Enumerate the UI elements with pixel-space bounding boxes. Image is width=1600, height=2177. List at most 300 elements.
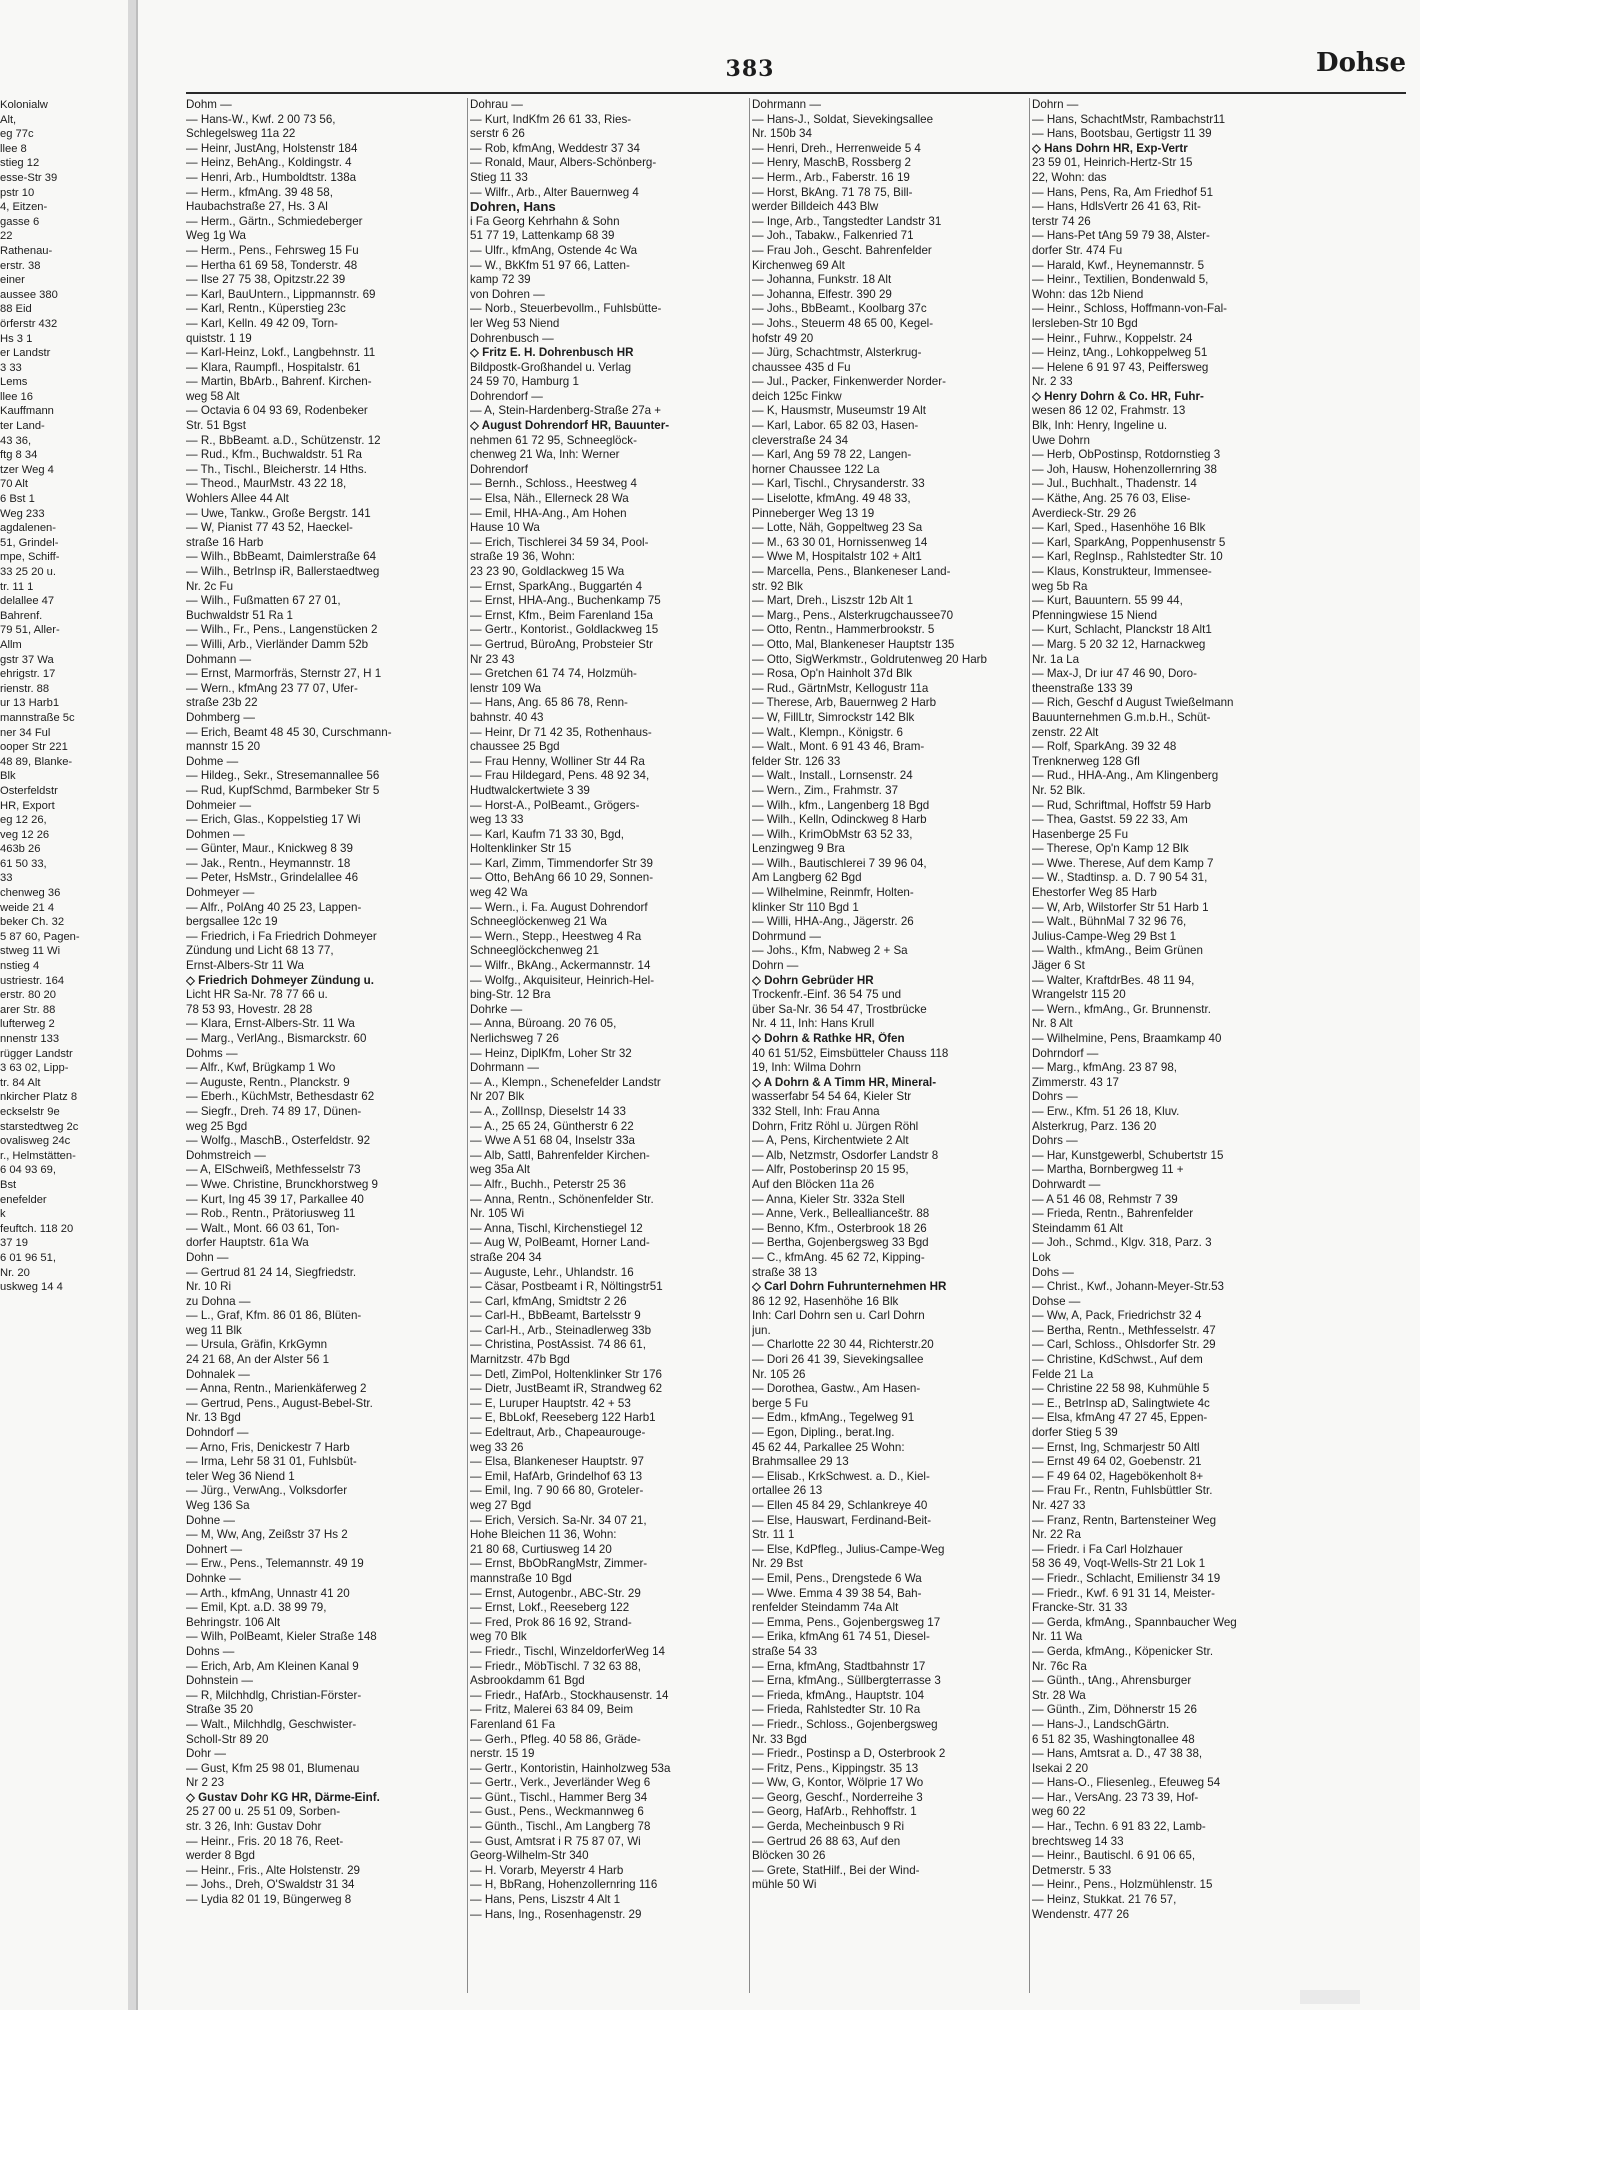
- directory-entry: Nr. 52 Blk.: [1032, 783, 1086, 797]
- directory-entry: — Elsa, Näh., Ellerneck 28 Wa: [470, 492, 629, 506]
- surname-heading: Dohrs —: [1032, 1090, 1078, 1104]
- directory-entry: Inh: Carl Dohrn sen u. Carl Dohrn: [752, 1309, 925, 1323]
- column-divider: [467, 98, 468, 1993]
- directory-entry: enefelder: [0, 1193, 47, 1206]
- directory-entry: horner Chaussee 122 La: [752, 462, 880, 476]
- directory-entry: Hudtwalckertwiete 3 39: [470, 783, 590, 797]
- directory-entry: 51 77 19, Lattenkamp 68 39: [470, 229, 615, 243]
- directory-entry: — Emil, Ing. 7 90 66 80, Groteler-: [470, 1484, 644, 1498]
- directory-entry: Hohe Bleichen 11 36, Wohn:: [470, 1528, 617, 1542]
- directory-entry: — Therese, Arb, Bauernweg 2 Harb: [752, 696, 937, 710]
- directory-entry: nstieg 4: [0, 960, 40, 973]
- directory-entry: 33: [0, 872, 13, 885]
- directory-entry: — Elisab., KrkSchwest. a. D., Kiel-: [752, 1469, 930, 1483]
- directory-entry: nerstr. 15 19: [470, 1747, 535, 1761]
- directory-entry: — Thea, Gastst. 59 22 33, Am: [1032, 813, 1188, 827]
- directory-entry: — A, Pens, Kirchentwiete 2 Alt: [752, 1134, 909, 1148]
- directory-entry: — Ernst, Autogenbr., ABC-Str. 29: [470, 1586, 641, 1600]
- directory-entry: — Alb, Sattl, Bahrenfelder Kirchen-: [470, 1148, 650, 1162]
- directory-entry: ortallee 26 13: [752, 1484, 823, 1498]
- directory-entry: — Marg., Pens., Alsterkrugchaussee70: [752, 608, 954, 622]
- directory-entry: str. 3 26, Inh: Gustav Dohr: [186, 1820, 322, 1834]
- column-left-page-edge: [0, 98, 124, 1993]
- directory-entry: — Karl, SparkAng, Poppenhusenstr 5: [1032, 535, 1226, 549]
- directory-entry: Nr 207 Blk: [470, 1090, 525, 1104]
- directory-entry: Nr 2 23: [186, 1776, 225, 1790]
- directory-entry: — Friedr., Schlacht, Emilienstr 34 19: [1032, 1571, 1221, 1585]
- directory-entry: — Wern., kfmAng 23 77 07, Ufer-: [186, 681, 358, 695]
- directory-entry: — Heinr., Schloss, Hoffmann-von-Fal-: [1032, 302, 1228, 316]
- directory-entry: — Alfr., PolAng 40 25 23, Lappen-: [186, 900, 362, 914]
- directory-entry: Nr. 105 Wi: [470, 1207, 525, 1221]
- directory-entry: — Wilh., kfm., Langenberg 18 Bgd: [752, 798, 930, 812]
- directory-entry: Weg 1g Wa: [186, 229, 246, 243]
- directory-entry: — Joh., Tabakw., Falkenried 71: [752, 229, 914, 243]
- directory-entry: — Edm., kfmAng., Tegelweg 91: [752, 1411, 915, 1425]
- directory-entry: agdalenen-: [0, 522, 56, 535]
- directory-entry: — Erich, Beamt 48 45 30, Curschmann-: [186, 725, 392, 739]
- directory-entry: — Gust, Kfm 25 98 01, Blumenau: [186, 1761, 360, 1775]
- directory-entry: — Günth., tAng., Ahrensburger: [1032, 1674, 1192, 1688]
- directory-entry: — Wern., i. Fa. August Dohrendorf: [470, 900, 648, 914]
- firm-entry: ◇ Henry Dohrn & Co. HR, Fuhr-: [1032, 389, 1204, 403]
- directory-entry: — Anna, Kieler Str. 332a Stell: [752, 1192, 905, 1206]
- directory-entry: — Karl, Rentn., Küperstieg 23c: [186, 302, 346, 316]
- directory-entry: — Walt., Install., Lornsenstr. 24: [752, 769, 913, 783]
- directory-entry: werder Billdeich 443 Blw: [752, 200, 879, 214]
- directory-entry: — Franz, Rentn, Bartensteiner Weg: [1032, 1513, 1217, 1527]
- surname-heading: Dohne —: [186, 1513, 235, 1527]
- directory-entry: Holtenklinker Str 15: [470, 842, 572, 856]
- directory-entry: Nr. 4 11, Inh: Hans Krull: [752, 1017, 875, 1031]
- directory-entry: weg 60 22: [1032, 1805, 1086, 1819]
- directory-entry: 3 33: [0, 361, 22, 374]
- surname-heading: von Dohren —: [470, 287, 545, 301]
- directory-entry: — Johs., BbBeamt., Koolbarg 37c: [752, 302, 927, 316]
- directory-entry: — Detl, ZimPol, Holtenklinker Str 176: [470, 1367, 663, 1381]
- directory-entry: Alsterkrug, Parz. 136 20: [1032, 1119, 1157, 1133]
- directory-entry: lufterweg 2: [0, 1018, 55, 1031]
- directory-entry: Str. 28 Wa: [1032, 1688, 1086, 1702]
- directory-entry: — Karl, Ang 59 78 22, Langen-: [752, 448, 912, 462]
- directory-entry: beker Ch. 32: [0, 916, 65, 929]
- surname-heading: Dohme —: [186, 754, 239, 768]
- bold-surname-heading: Dohren, Hans: [470, 200, 556, 215]
- directory-entry: Nr. 427 33: [1032, 1499, 1086, 1512]
- directory-entry: — Uwe, Tankw., Große Bergstr. 141: [186, 506, 371, 520]
- directory-entry: Pfenningwiese 15 Niend: [1032, 608, 1158, 622]
- directory-entry: — Gerh., Pfleg. 40 58 86, Gräde-: [470, 1732, 641, 1746]
- directory-entry: 23 59 01, Heinrich-Hertz-Str 15: [1032, 156, 1193, 170]
- directory-entry: — Norb., Steuerbevollm., Fuhlsbütte-: [470, 302, 662, 316]
- directory-entry: straße 19 36, Wohn:: [470, 550, 575, 564]
- directory-entry: — Friedr., Schloss., Gojenbergsweg: [752, 1717, 938, 1731]
- directory-entry: weg 58 Alt: [186, 389, 240, 403]
- directory-entry: — M., 63 30 01, Hornissenweg 14: [752, 535, 928, 549]
- directory-entry: — Erich, Versich. Sa-Nr. 34 07 21,: [470, 1513, 647, 1527]
- surname-heading: Dohs —: [1032, 1265, 1074, 1279]
- directory-entry: eg 77c: [0, 128, 34, 141]
- header-rule: [186, 92, 1406, 94]
- directory-entry: — Erika, kfmAng 61 74 51, Diesel-: [752, 1630, 930, 1644]
- column-4: [1032, 98, 1314, 1993]
- surname-heading: Dohmen —: [186, 827, 245, 841]
- directory-entry: erstr. 38: [0, 259, 41, 272]
- directory-entry: Nr. 20: [0, 1266, 30, 1279]
- directory-entry: — Marcella, Pens., Blankeneser Land-: [752, 565, 951, 578]
- directory-entry: — Gertrud 81 24 14, Siegfriedstr.: [186, 1265, 357, 1279]
- directory-entry: hofstr 49 20: [752, 331, 814, 345]
- directory-entry: — Emil, HHA-Ang., Am Hohen: [470, 506, 627, 520]
- directory-entry: — Fred, Prok 86 16 92, Strand-: [470, 1615, 632, 1629]
- scan-margin-bottom: [0, 2010, 1420, 2177]
- directory-entry: — Har., VersAng. 23 73 39, Hof-: [1032, 1790, 1199, 1804]
- firm-entry: ◇ Gustav Dohr KG HR, Därme-Einf.: [186, 1790, 380, 1804]
- directory-entry: — Gust., Pens., Weckmannweg 6: [470, 1805, 644, 1819]
- directory-entry: — Heinr., Textilien, Bondenwald 5,: [1032, 273, 1209, 287]
- directory-entry: arer Str. 88: [0, 1003, 56, 1016]
- directory-entry: — Bertha, Rentn., Methfesselstr. 47: [1032, 1323, 1216, 1337]
- directory-entry: Farenland 61 Fa: [470, 1717, 556, 1731]
- directory-entry: Wendenstr. 477 26: [1032, 1907, 1130, 1921]
- directory-entry: zenstr. 22 Alt: [1032, 725, 1099, 739]
- directory-entry: weg 13 33: [470, 813, 524, 827]
- directory-entry: — Gerda, kfmAng., Spannbaucher Weg: [1032, 1615, 1237, 1629]
- directory-entry: Felde 21 La: [1032, 1367, 1094, 1381]
- directory-entry: 40 61 51/52, Eimsbütteler Chauss 118: [752, 1046, 949, 1060]
- directory-entry: — Erich, Tischlerei 34 59 34, Pool-: [470, 535, 649, 549]
- directory-entry: — Hans, Amtsrat a. D., 47 38 38,: [1032, 1747, 1203, 1761]
- directory-entry: — Rob, kfmAng, Weddestr 37 34: [470, 141, 640, 155]
- directory-entry: — Frau Hildegard, Pens. 48 92 34,: [470, 769, 650, 783]
- directory-entry: — E., BetrInsp aD, Salingtwiete 4c: [1032, 1396, 1210, 1410]
- directory-entry: — Hans-J., LandschGärtn.: [1032, 1717, 1170, 1731]
- directory-entry: tr. 84 Alt: [0, 1076, 41, 1089]
- directory-entry: — Herb, ObPostinsp, Rotdornstieg 3: [1032, 448, 1221, 462]
- directory-entry: — Wilh., BbBeamt, Daimlerstraße 64: [186, 550, 377, 564]
- surname-heading: Dohnert —: [186, 1542, 243, 1556]
- directory-entry: Averdieck-Str. 29 26: [1032, 506, 1137, 520]
- directory-entry: dorfer Hauptstr. 61a Wa: [186, 1236, 309, 1250]
- directory-entry: — Lydia 82 01 19, Büngerweg 8: [186, 1893, 352, 1907]
- directory-entry: — Karl, RegInsp., Rahlstedter Str. 10: [1032, 550, 1223, 564]
- directory-entry: Nr. 8 Alt: [1032, 1017, 1073, 1031]
- directory-entry: — Gerda, kfmAng., Köpenicker Str.: [1032, 1644, 1214, 1658]
- directory-entry: Buchwaldstr 51 Ra 1: [186, 608, 293, 622]
- directory-entry: bahnstr. 40 43: [470, 710, 544, 724]
- directory-entry: chaussee 25 Bgd: [470, 740, 560, 754]
- directory-entry: Ernst-Albers-Str 11 Wa: [186, 959, 304, 973]
- surname-heading: Dohrn —: [752, 959, 799, 973]
- directory-entry: 6 Bst 1: [0, 493, 35, 506]
- directory-entry: wasserfabr 54 54 64, Kieler Str: [752, 1090, 912, 1104]
- directory-entry: — H, BbRang, Hohenzollernring 116: [470, 1878, 658, 1892]
- firm-entry: ◇ Dohrn & Rathke HR, Öfen: [752, 1032, 905, 1045]
- directory-entry: über Sa-Nr. 36 54 47, Trostbrücke: [752, 1002, 927, 1016]
- directory-entry: — Dori 26 41 39, Sievekingsallee: [752, 1353, 924, 1367]
- directory-entry: — Johs., Dreh, O'Swaldstr 31 34: [186, 1878, 355, 1892]
- directory-entry: — Rud., HHA-Ang., Am Klingenberg: [1032, 769, 1219, 783]
- directory-entry: 463b 26: [0, 843, 41, 856]
- directory-entry: Lok: [1032, 1250, 1051, 1264]
- directory-entry: Nr. 13 Bgd: [186, 1411, 241, 1425]
- directory-entry: — Ernst, SparkAng., Buggartén 4: [470, 579, 643, 593]
- directory-entry: — Frieda, kfmAng., Hauptstr. 104: [752, 1688, 925, 1702]
- directory-entry: — Jürg, Schachtmstr, Alsterkrug-: [752, 346, 922, 360]
- directory-entry: — Wern., Zim., Frahmstr. 37: [752, 783, 899, 797]
- directory-entry: örferstr 432: [0, 317, 58, 330]
- directory-entry: — Martin, BbArb., Bahrenf. Kirchen-: [186, 375, 372, 389]
- directory-entry: ter Land-: [0, 420, 45, 433]
- directory-entry: dorfer Stieg 5 39: [1032, 1426, 1118, 1440]
- directory-entry: Georg-Wilhelm-Str 340: [470, 1849, 589, 1863]
- directory-entry: — Wilh., KrimObMstr 63 52 33,: [752, 827, 913, 841]
- directory-entry: — Heinr., Pens., Holzmühlenstr. 15: [1032, 1878, 1213, 1892]
- directory-entry: — W., Stadtinsp. a. D. 7 90 54 31,: [1032, 871, 1208, 885]
- directory-entry: — Käthe, Ang. 25 76 03, Elise-: [1032, 492, 1191, 506]
- directory-entry: 25 27 00 u. 25 51 09, Sorben-: [186, 1805, 341, 1819]
- scan-artifact: [1300, 1990, 1360, 2004]
- directory-entry: 6 04 93 69,: [0, 1164, 56, 1177]
- directory-entry: — Rich, Geschf d August Twießelmann: [1032, 696, 1234, 710]
- surname-heading: Dohnke —: [186, 1571, 241, 1585]
- directory-entry: chaussee 435 d Fu: [752, 360, 851, 374]
- directory-entry: 86 12 92, Hasenhöhe 16 Blk: [752, 1294, 899, 1308]
- directory-entry: — R, Milchhdlg, Christian-Förster-: [186, 1688, 362, 1702]
- directory-entry: — Rosa, Op'n Hainholt 37d Blk: [752, 667, 913, 681]
- directory-entry: Bst: [0, 1178, 17, 1191]
- directory-entry: Detmerstr. 5 33: [1032, 1863, 1112, 1877]
- directory-entry: gasse 6: [0, 215, 40, 228]
- directory-entry: — Carl, Schloss., Ohlsdorfer Str. 29: [1032, 1338, 1216, 1352]
- directory-entry: — Heinz, Stukkat. 21 76 57,: [1032, 1893, 1177, 1907]
- surname-heading: Dohrenbusch —: [470, 331, 554, 345]
- directory-entry: 45 62 44, Parkallee 25 Wohn:: [752, 1440, 905, 1454]
- directory-entry: 22: [0, 230, 13, 243]
- directory-entry: Nr. 29 Bst: [752, 1557, 803, 1571]
- directory-entry: — Hans-O., Fliesenleg., Efeuweg 54: [1032, 1776, 1221, 1790]
- directory-entry: Straße 35 20: [186, 1703, 254, 1717]
- directory-entry: — Horst-A., PolBeamt., Grögers-: [470, 798, 640, 812]
- surname-heading: Dohrmund —: [752, 929, 821, 943]
- directory-entry: — Wwe. Christine, Brunckhorstweg 9: [186, 1177, 379, 1191]
- directory-entry: weg 70 Blk: [470, 1630, 527, 1644]
- surname-heading: Dohmberg —: [186, 710, 255, 724]
- directory-entry: stweg 11 Wi: [0, 945, 61, 958]
- directory-entry: — Marg. 5 20 32 12, Harnackweg: [1032, 637, 1206, 651]
- directory-entry: teler Weg 36 Niend 1: [186, 1469, 295, 1483]
- directory-entry: Allm: [0, 638, 22, 651]
- directory-entry: — Aug W, PolBeamt, Horner Land-: [470, 1236, 650, 1250]
- directory-entry: Uwe Dohrn: [1032, 433, 1090, 447]
- directory-entry: tzer Weg 4: [0, 463, 54, 476]
- column-2: [470, 98, 750, 1993]
- directory-entry: — Ernst, Ing, Schmarjestr 50 Altl: [1032, 1440, 1200, 1454]
- directory-entry: Stieg 11 33: [470, 170, 528, 184]
- directory-entry: — Hans, Ang. 65 86 78, Renn-: [470, 696, 628, 710]
- directory-entry: 5 87 60, Pagen-: [0, 930, 80, 943]
- directory-entry: Hasenberge 25 Fu: [1032, 827, 1129, 841]
- directory-entry: — Emma, Pens., Gojenbergsweg 17: [752, 1615, 941, 1629]
- surname-heading: Dohns —: [186, 1644, 235, 1658]
- directory-entry: Nr. 22 Ra: [1032, 1528, 1081, 1542]
- directory-entry: Blk: [0, 770, 16, 783]
- directory-entry: — Wilh., Fußmatten 67 27 01,: [186, 594, 341, 608]
- directory-entry: bing-Str. 12 Bra: [470, 988, 551, 1002]
- directory-entry: llee 8: [0, 142, 27, 155]
- directory-entry: — Wilhelmine, Reinmfr, Holten-: [752, 886, 914, 900]
- surname-heading: Dohn —: [186, 1250, 229, 1264]
- directory-entry: — Karl-Heinz, Lokf., Langbehnstr. 11: [186, 346, 376, 360]
- directory-entry: — Anna, Rentn., Schönenfelder Str.: [470, 1192, 654, 1206]
- directory-entry: — Wwe M, Hospitalstr 102 + Alt1: [752, 550, 922, 564]
- directory-entry: — Fritz, Malerei 63 84 09, Beim: [470, 1703, 634, 1717]
- directory-entry: werder 8 Bgd: [186, 1849, 255, 1863]
- directory-entry: quiststr. 1 19: [186, 331, 252, 345]
- directory-entry: nkircher Platz 8: [0, 1091, 78, 1104]
- directory-entry: — Wilh., Fr., Pens., Langenstücken 2: [186, 623, 378, 637]
- directory-entry: — F 49 64 02, Hagebökenholt 8+: [1032, 1469, 1204, 1483]
- directory-entry: — Heinr, JustAng, Holstenstr 184: [186, 141, 358, 155]
- directory-entry: cleverstraße 24 34: [752, 433, 849, 447]
- surname-heading: Dohmeyer —: [186, 886, 255, 900]
- directory-entry: felder Str. 126 33: [752, 754, 841, 768]
- directory-entry: pstr 10: [0, 186, 35, 199]
- directory-entry: — W., BkKfm 51 97 66, Latten-: [470, 258, 630, 272]
- directory-entry: 23 23 90, Goldlackweg 15 Wa: [470, 565, 625, 578]
- directory-entry: aussee 380: [0, 288, 58, 301]
- directory-entry: — Walt., Mont. 6 91 43 46, Bram-: [752, 740, 925, 754]
- directory-entry: — Jul., Packer, Finkenwerder Norder-: [752, 375, 946, 389]
- directory-entry: Licht HR Sa-Nr. 78 77 66 u.: [186, 988, 328, 1002]
- directory-entry: — Günt., Tischl., Hammer Berg 34: [470, 1790, 648, 1804]
- directory-entry: Weg 233: [0, 507, 45, 520]
- directory-entry: — Hans, Ing., Rosenhagenstr. 29: [470, 1907, 642, 1921]
- directory-entry: Nr. 33 Bgd: [752, 1732, 807, 1746]
- directory-entry: Kauffmann: [0, 405, 54, 418]
- directory-entry: Schneeglöckenweg 21 Wa: [470, 915, 607, 929]
- directory-entry: Str. 51 Bgst: [186, 419, 246, 433]
- page-number: 383: [725, 56, 775, 82]
- directory-entry: — Kurt, Schlacht, Planckstr 18 Alt1: [1032, 623, 1212, 637]
- directory-entry: — Georg, Geschf., Norderreihe 3: [752, 1790, 923, 1804]
- directory-entry: rienstr. 88: [0, 682, 50, 695]
- directory-entry: — Auguste, Rentn., Planckstr. 9: [186, 1075, 350, 1089]
- directory-entry: — Arno, Fris, Denickestr 7 Harb: [186, 1440, 350, 1454]
- directory-entry: — Günth., Tischl., Am Langberg 78: [470, 1820, 651, 1834]
- surname-heading: Dohndorf —: [186, 1426, 249, 1440]
- directory-entry: — Rud, KupfSchmd, Barmbeker Str 5: [186, 783, 380, 797]
- directory-entry: — Heinr., Bautischl. 6 91 06 65,: [1032, 1849, 1196, 1863]
- directory-entry: — Anne, Verk., Belleallianceštr. 88: [752, 1207, 930, 1221]
- directory-entry: — Ww, G, Kontor, Wölprie 17 Wo: [752, 1776, 924, 1790]
- surname-heading: Dohrendorf —: [470, 389, 543, 403]
- directory-entry: Wohlers Allee 44 Alt: [186, 492, 289, 506]
- directory-entry: Blöcken 30 26: [752, 1849, 826, 1863]
- directory-entry: — M, Ww, Ang, Zeißstr 37 Hs 2: [186, 1528, 348, 1542]
- directory-entry: — Ronald, Maur, Albers-Schönberg-: [470, 156, 657, 170]
- directory-entry: esse-Str 39: [0, 171, 58, 184]
- directory-entry: — Alfr., Kwf, Brügkamp 1 Wo: [186, 1061, 336, 1075]
- directory-entry: — Karl, Zimm, Timmendorfer Str 39: [470, 856, 653, 870]
- directory-entry: Blk, Inh: Henry, Ingeline u.: [1032, 419, 1168, 433]
- directory-entry: weg 11 Blk: [186, 1323, 242, 1337]
- directory-entry: Kolonialw: [0, 99, 48, 111]
- directory-entry: Auf den Blöcken 11a 26: [752, 1177, 875, 1191]
- gutter-edge: [136, 0, 138, 2010]
- directory-entry: — Anna, Büroang. 20 76 05,: [470, 1017, 617, 1031]
- directory-entry: er Landstr: [0, 347, 51, 360]
- directory-entry: — Emil, HafArb, Grindelhof 63 13: [470, 1469, 643, 1483]
- directory-entry: Ehestorfer Weg 85 Harb: [1032, 886, 1157, 900]
- directory-entry: — Frau Fr., Rentn, Fuhlsbüttler Str.: [1032, 1484, 1213, 1498]
- directory-entry: Zündung und Licht 68 13 77,: [186, 944, 334, 958]
- directory-entry: — Hildeg., Sekr., Stresemannallee 56: [186, 769, 380, 783]
- directory-entry: — Ernst, BbObRangMstr, Zimmer-: [470, 1557, 648, 1571]
- directory-entry: — Carl, kfmAng, Smidtstr 2 26: [470, 1294, 627, 1308]
- directory-entry: — Gertrud 26 88 63, Auf den: [752, 1834, 901, 1848]
- directory-entry: — E, Luruper Hauptstr. 42 + 53: [470, 1396, 631, 1410]
- directory-entry: — Martha, Bornbergweg 11 +: [1032, 1163, 1184, 1177]
- directory-entry: Dohrn, Fritz Röhl u. Jürgen Röhl: [752, 1119, 919, 1133]
- directory-entry: theenstraße 133 39: [1032, 681, 1133, 695]
- directory-entry: straße 38 13: [752, 1265, 818, 1279]
- directory-entry: nehmen 61 72 95, Schneeglöck-: [470, 433, 637, 447]
- directory-entry: — Jul., Buchhalt., Thadenstr. 14: [1032, 477, 1197, 491]
- surname-heading: Dohrndorf —: [1032, 1046, 1099, 1060]
- directory-entry: — Wern., kfmAng., Gr. Brunnenstr.: [1032, 1002, 1211, 1016]
- column-1: [186, 98, 464, 1993]
- surname-heading: Dohrs —: [1032, 1134, 1078, 1148]
- directory-entry: — Heinz, BehAng., Koldingstr. 4: [186, 156, 352, 170]
- surname-heading: Dohr —: [186, 1747, 226, 1761]
- directory-entry: — W, Pianist 77 43 52, Haeckel-: [186, 521, 353, 535]
- surname-heading: Dohrau —: [470, 98, 523, 111]
- directory-entry: — Alfr., Buchh., Peterstr 25 36: [470, 1177, 626, 1191]
- directory-entry: — Dietr, JustBeamt iR, Strandweg 62: [470, 1382, 663, 1396]
- directory-entry: — Christine, KdSchwst., Auf dem: [1032, 1353, 1203, 1367]
- directory-entry: weg 42 Wa: [470, 886, 528, 900]
- directory-entry: nnenstr 133: [0, 1033, 60, 1045]
- directory-entry: Nr. 11 Wa: [1032, 1630, 1083, 1644]
- directory-entry: mpe, Schiff-: [0, 551, 60, 564]
- directory-entry: — Elsa, kfmAng 47 27 45, Eppen-: [1032, 1411, 1208, 1425]
- directory-entry: — Wolfg., Akquisiteur, Heinrich-Hel-: [470, 973, 655, 987]
- directory-entry: terstr 74 26: [1032, 214, 1091, 228]
- directory-entry: deich 125c Finkw: [752, 389, 842, 403]
- directory-entry: — Hans-Pet tAng 59 79 38, Alster-: [1032, 229, 1210, 243]
- directory-entry: — Bernh., Schloss., Heestweg 4: [470, 477, 637, 491]
- directory-entry: — Th., Tischl., Bleicherstr. 14 Hths.: [186, 462, 367, 476]
- directory-entry: Pinneberger Weg 13 19: [752, 506, 875, 520]
- directory-entry: — Karl, Kelln. 49 42 09, Torn-: [186, 316, 338, 330]
- directory-entry: ehrigstr. 17: [0, 668, 56, 681]
- directory-entry: — Frau Henny, Wolliner Str 44 Ra: [470, 754, 645, 768]
- directory-entry: Nr. 76c Ra: [1032, 1659, 1087, 1673]
- directory-entry: — Friedr. i Fa Carl Holzhauer: [1032, 1542, 1183, 1556]
- directory-entry: — Hans, SchachtMstr, Rambachstr11: [1032, 112, 1226, 126]
- directory-entry: — Bertha, Gojenbergsweg 33 Bgd: [752, 1236, 929, 1250]
- directory-entry: — Gertr., Kontoristin, Hainholzweg 53a: [470, 1761, 671, 1775]
- firm-entry: ◇ Carl Dohrn Fuhrunternehmen HR: [752, 1280, 947, 1294]
- directory-entry: weg 33 26: [470, 1440, 524, 1454]
- directory-entry: starstedtweg 2c: [0, 1120, 79, 1133]
- directory-entry: delallee 47: [0, 595, 55, 608]
- directory-entry: Trockenfr.-Einf. 36 54 75 und: [752, 988, 902, 1002]
- surname-heading: Dohmann —: [186, 652, 252, 666]
- directory-entry: feuftch. 118 20: [0, 1222, 74, 1235]
- directory-entry: 78 53 93, Hovestr. 28 28: [186, 1002, 313, 1016]
